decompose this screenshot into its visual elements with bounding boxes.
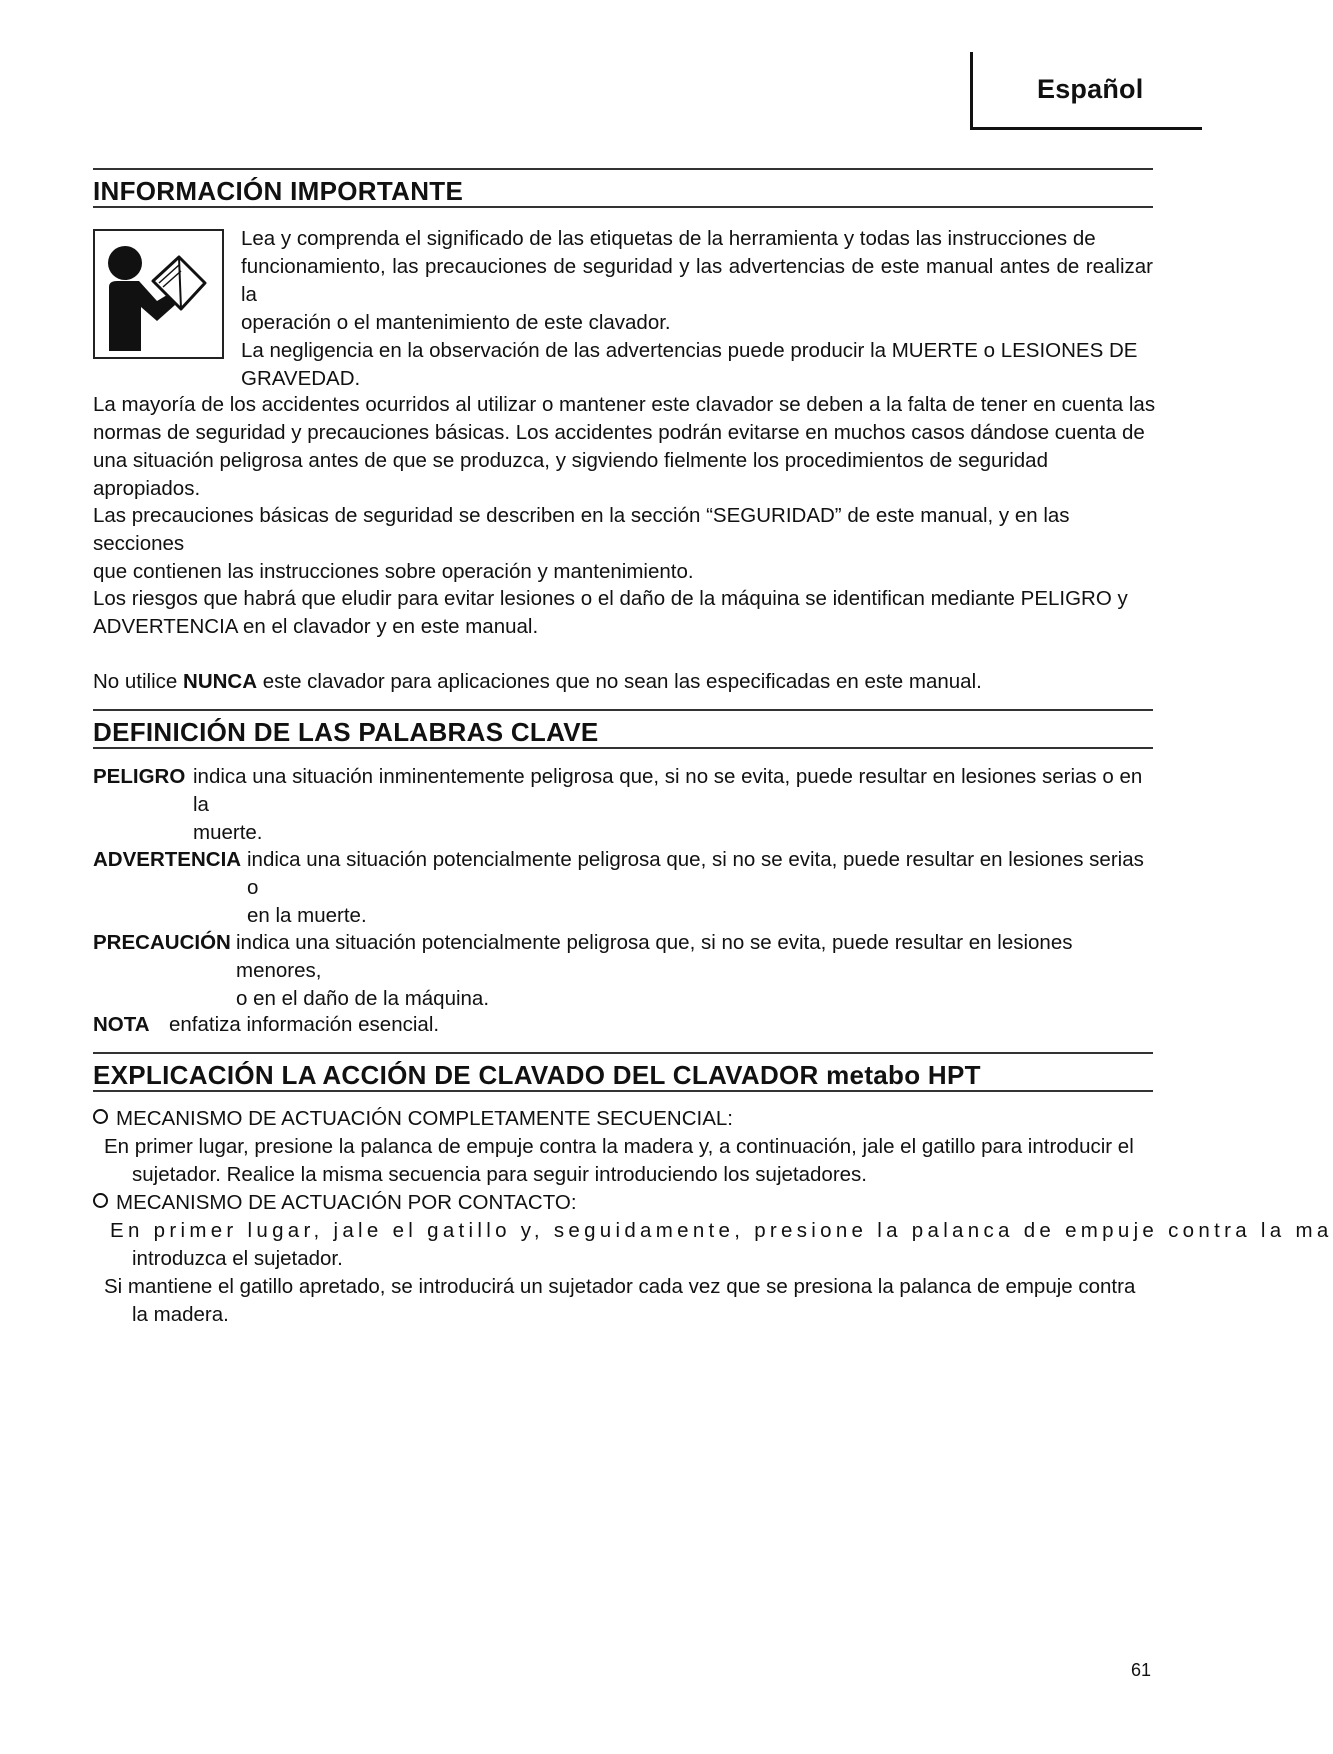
description-line: sujetador. Realice la misma secuencia para seguir introduciendo los sujetadores.: [132, 1163, 867, 1186]
sequential-heading: [93, 1105, 1173, 1133]
intro-line: GRAVEDAD.: [241, 367, 361, 390]
definition-term: NOTA: [93, 1013, 150, 1036]
definition-line: indica una situación potencialmente peligrosa que, si no se evita, puede resultar en lesiones serias o: [247, 848, 1144, 899]
definition-warning: [93, 846, 1163, 927]
definition-line: en la muerte.: [247, 904, 367, 927]
section-header-important-info: [93, 168, 1153, 208]
language-tab: [970, 52, 1202, 130]
paragraph-text: este clavador para aplicaciones que no sean las especificadas en este manual.: [257, 670, 982, 693]
description-line: Si mantiene el gatillo apretado, se introducirá un sujetador cada vez que se presiona la palanca de empuje contra: [104, 1275, 1136, 1298]
intro-line: Lea y comprenda el significado de las etiquetas de la herramienta y todas las instrucciones de: [241, 227, 1096, 250]
definition-danger: [93, 763, 1163, 844]
never-use-paragraph: [93, 668, 1158, 696]
paragraph-line: que contienen las instrucciones sobre operación y mantenimiento.: [93, 560, 694, 583]
bullet-circle-icon: [93, 1109, 108, 1124]
paragraph-line: La mayoría de los accidentes ocurridos al utilizar o mantener este clavador se deben a la falta de tener en cuenta las: [93, 393, 1156, 416]
contact-note: [104, 1273, 1164, 1329]
accidents-paragraph: [93, 391, 1158, 503]
bullet-circle-icon: [93, 1193, 108, 1208]
definition-line: enfatiza información esencial.: [169, 1013, 440, 1036]
mechanism-heading: MECANISMO DE ACTUACIÓN COMPLETAMENTE SECUENCIAL:: [116, 1107, 733, 1130]
definition-line: indica una situación potencialmente peligrosa que, si no se evita, puede resultar en lesiones menores,: [236, 931, 1073, 982]
language-label: Español: [1037, 74, 1144, 104]
read-manual-figure: [95, 231, 222, 357]
definition-term: PELIGRO: [93, 765, 186, 788]
definition-line: o en el daño de la máquina.: [236, 987, 490, 1010]
read-manual-icon: [93, 229, 224, 359]
risks-paragraph: [93, 585, 1158, 641]
definition-caution: [93, 929, 1163, 1010]
section-title: EXPLICACIÓN LA ACCIÓN DE CLAVADO DEL CLAVADOR metabo HPT: [93, 1060, 981, 1090]
section-title: DEFINICIÓN DE LAS PALABRAS CLAVE: [93, 717, 599, 747]
paragraph-line: ADVERTENCIA en el clavador y en este manual.: [93, 615, 539, 638]
definition-term: PRECAUCIÓN: [93, 931, 231, 954]
emphasis-never: NUNCA: [183, 670, 258, 693]
definition-term: ADVERTENCIA: [93, 848, 242, 871]
intro-line: La negligencia en la observación de las advertencias puede producir la MUERTE o LESIONES DE: [241, 339, 1138, 362]
sequential-description: [104, 1133, 1164, 1189]
intro-line: operación o el mantenimiento de este clavador.: [241, 311, 671, 334]
paragraph-line: Las precauciones básicas de seguridad se describen en la sección “SEGURIDAD” de este manual, y en las secciones: [93, 504, 1070, 555]
description-line: la madera.: [132, 1303, 229, 1326]
precautions-paragraph: [93, 502, 1158, 586]
definition-note: [93, 1011, 1163, 1039]
section-header-key-words: [93, 709, 1153, 749]
mechanism-heading: MECANISMO DE ACTUACIÓN POR CONTACTO:: [116, 1191, 577, 1214]
page-number: 61: [1131, 1660, 1152, 1680]
intro-line: funcionamiento, las precauciones de seguridad y las advertencias de este manual antes de realizar la: [241, 255, 1153, 306]
paragraph-line: Los riesgos que habrá que eludir para evitar lesiones o el daño de la máquina se identifican mediante PELIGRO y: [93, 587, 1128, 610]
section-title: INFORMACIÓN IMPORTANTE: [93, 176, 464, 206]
description-line: En primer lugar, presione la palanca de empuje contra la madera y, a continuación, jale el gatillo para introducir el: [104, 1135, 1134, 1158]
description-line: En primer lugar, jale el gatillo y, seguidamente, presione la palanca de empuje contra la ma: [110, 1219, 1333, 1242]
contact-heading: [93, 1189, 1173, 1217]
section-header-nailing-action: [93, 1052, 1153, 1092]
paragraph-line: normas de seguridad y precauciones básicas. Los accidentes podrán evitarse en muchos casos dándose cuenta de: [93, 421, 1145, 444]
paragraph-line: una situación peligrosa antes de que se produzca, y sigviendo fielmente los procedimientos de seguridad apropiados.: [93, 449, 1048, 500]
contact-description: [110, 1217, 1333, 1273]
paragraph-text: No utilice: [93, 670, 184, 693]
definition-line: indica una situación inminentemente peligrosa que, si no se evita, puede resultar en lesiones serias o en la: [193, 765, 1143, 816]
intro-paragraph: [241, 225, 1153, 393]
definition-line: muerte.: [193, 821, 263, 844]
description-line: introduzca el sujetador.: [132, 1247, 343, 1270]
